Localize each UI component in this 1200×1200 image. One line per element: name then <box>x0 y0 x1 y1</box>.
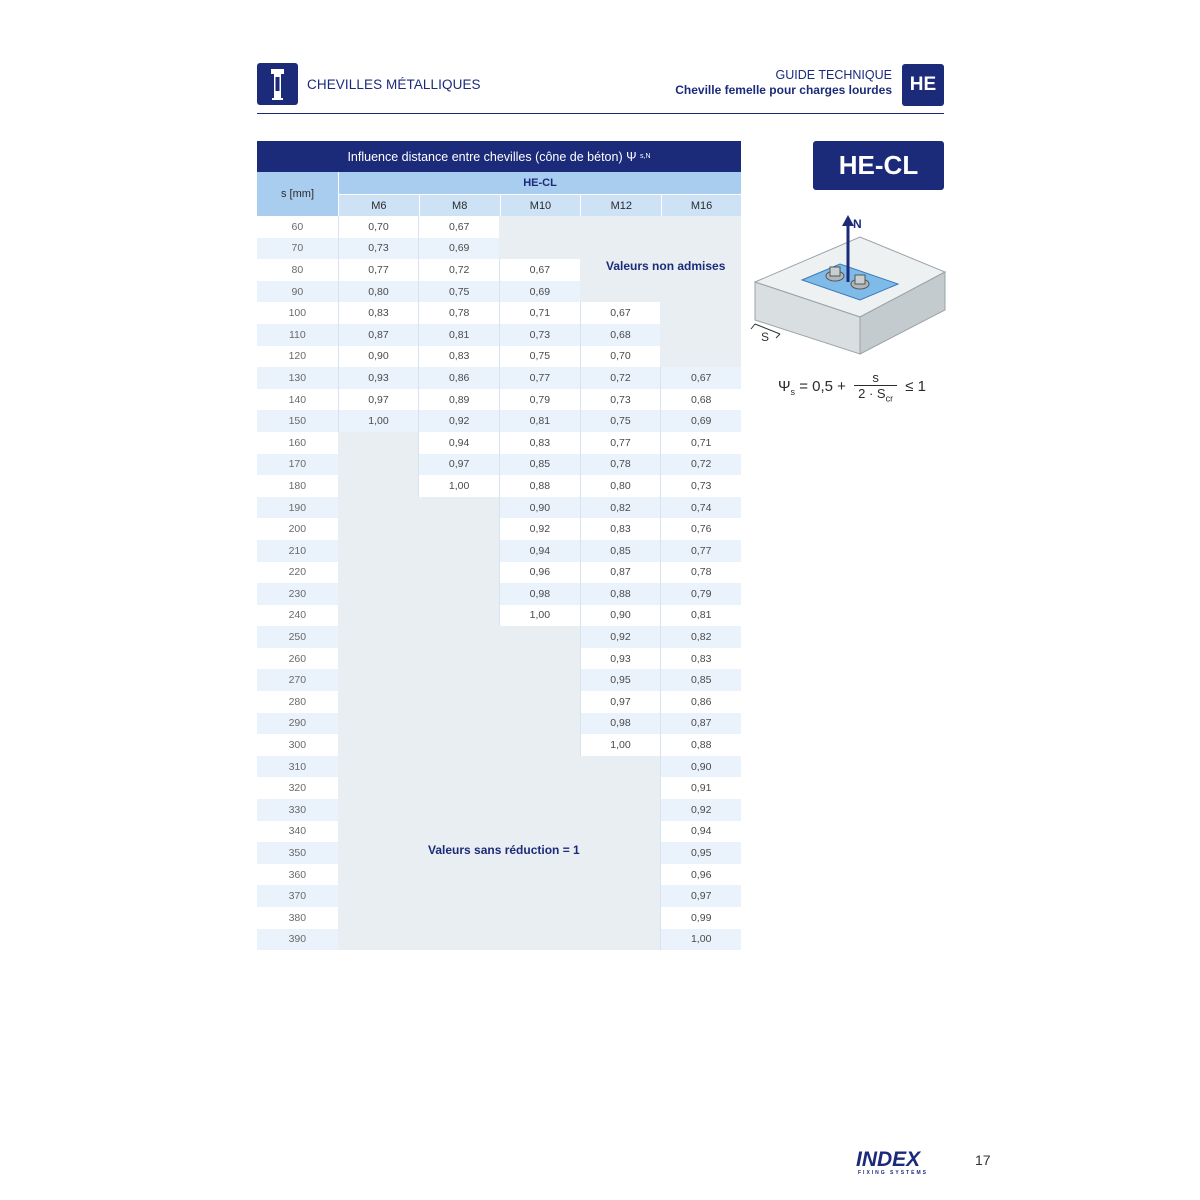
cell-m12: 0,67 <box>580 302 661 324</box>
cell-m12: 0,97 <box>580 691 661 713</box>
cell-m16: 0,69 <box>660 410 741 432</box>
cell-m10: 0,94 <box>499 540 580 562</box>
formula-denominator-subscript: cr <box>885 393 894 404</box>
cell-m12: 0,83 <box>580 518 661 540</box>
cell-m6 <box>338 454 419 476</box>
table-row <box>257 864 741 886</box>
header-divider <box>257 113 944 114</box>
cell-m12: 0,82 <box>580 497 661 519</box>
cell-m8: 0,86 <box>418 367 499 389</box>
cell-m8 <box>418 497 499 519</box>
header-titles <box>675 68 892 98</box>
cell-m10: 0,75 <box>499 346 580 368</box>
cell-s: 230 <box>257 583 338 605</box>
cell-s: 290 <box>257 713 338 735</box>
cell-m16: 0,72 <box>660 454 741 476</box>
cell-m6: 0,83 <box>338 302 419 324</box>
cell-m10 <box>499 907 580 929</box>
cell-m8 <box>418 929 499 951</box>
cell-m16: 0,71 <box>660 432 741 454</box>
cell-m16 <box>660 324 741 346</box>
cell-m6: 0,73 <box>338 238 419 260</box>
cell-m12: 0,68 <box>580 324 661 346</box>
cell-m8 <box>418 669 499 691</box>
cell-m6 <box>338 605 419 627</box>
cell-s: 310 <box>257 756 338 778</box>
formula-denominator-text: 2 · S <box>858 386 886 401</box>
cell-m10: 0,81 <box>499 410 580 432</box>
cell-s: 320 <box>257 777 338 799</box>
cell-m12 <box>580 907 661 929</box>
table-row <box>257 777 741 799</box>
column-header-m12: M12 <box>580 194 661 216</box>
table-row <box>257 518 741 540</box>
cell-m6 <box>338 432 419 454</box>
cell-m8 <box>418 583 499 605</box>
cell-m6: 0,93 <box>338 367 419 389</box>
cell-s: 370 <box>257 885 338 907</box>
cell-m10 <box>499 669 580 691</box>
cell-m16: 0,95 <box>660 842 741 864</box>
cell-m16: 0,99 <box>660 907 741 929</box>
cell-m12 <box>580 777 661 799</box>
cell-m12: 0,73 <box>580 389 661 411</box>
cell-m6 <box>338 929 419 951</box>
cell-m16 <box>660 346 741 368</box>
cell-m6 <box>338 648 419 670</box>
cell-m16: 0,97 <box>660 885 741 907</box>
cell-m16: 0,88 <box>660 734 741 756</box>
cell-m6 <box>338 885 419 907</box>
cell-m12: 0,98 <box>580 713 661 735</box>
cell-m10 <box>499 864 580 886</box>
cell-m6 <box>338 821 419 843</box>
table-row <box>257 216 741 238</box>
table-row <box>257 907 741 929</box>
table-row <box>257 929 741 951</box>
table-row <box>257 475 741 497</box>
cell-m12: 0,80 <box>580 475 661 497</box>
cell-m6: 1,00 <box>338 410 419 432</box>
table-row <box>257 281 741 303</box>
table-row <box>257 540 741 562</box>
cell-m8: 0,92 <box>418 410 499 432</box>
cell-m6 <box>338 799 419 821</box>
cell-m6 <box>338 583 419 605</box>
table-row <box>257 497 741 519</box>
formula-denominator <box>854 386 897 404</box>
index-logo <box>856 1146 946 1176</box>
cell-s: 350 <box>257 842 338 864</box>
spacing-label: S <box>761 330 770 344</box>
cell-m16: 0,85 <box>660 669 741 691</box>
guide-label: GUIDE TECHNIQUE <box>775 68 892 82</box>
cell-m12 <box>580 929 661 951</box>
size-headers <box>338 194 741 216</box>
cell-m8: 0,83 <box>418 346 499 368</box>
cell-m8 <box>418 713 499 735</box>
cell-m6: 0,90 <box>338 346 419 368</box>
cell-s: 130 <box>257 367 338 389</box>
cell-m12 <box>580 842 661 864</box>
cell-m16: 0,68 <box>660 389 741 411</box>
cell-m16: 0,78 <box>660 562 741 584</box>
cell-m10: 0,83 <box>499 432 580 454</box>
cell-m10: 0,71 <box>499 302 580 324</box>
cell-s: 280 <box>257 691 338 713</box>
table-row <box>257 648 741 670</box>
table-row <box>257 821 741 843</box>
cell-s: 390 <box>257 929 338 951</box>
cell-m10: 0,92 <box>499 518 580 540</box>
force-label: N <box>853 217 862 231</box>
cell-m12: 0,87 <box>580 562 661 584</box>
column-header-m6: M6 <box>338 194 419 216</box>
cell-m10: 1,00 <box>499 605 580 627</box>
column-header-m16: M16 <box>661 194 741 216</box>
cell-m16: 0,76 <box>660 518 741 540</box>
cell-m8: 0,89 <box>418 389 499 411</box>
cell-m10: 0,77 <box>499 367 580 389</box>
cell-m8 <box>418 691 499 713</box>
cell-m8 <box>418 518 499 540</box>
table-row <box>257 626 741 648</box>
cell-m16: 0,83 <box>660 648 741 670</box>
table-header <box>257 172 741 216</box>
cell-s: 220 <box>257 562 338 584</box>
table-row <box>257 324 741 346</box>
table-row <box>257 367 741 389</box>
cell-m12: 1,00 <box>580 734 661 756</box>
cell-m8: 0,94 <box>418 432 499 454</box>
cell-m10 <box>499 691 580 713</box>
cell-m6 <box>338 562 419 584</box>
cell-m8: 0,81 <box>418 324 499 346</box>
table-row <box>257 238 741 260</box>
cell-m6 <box>338 669 419 691</box>
table-row <box>257 454 741 476</box>
table-row <box>257 410 741 432</box>
page-number: 17 <box>975 1152 991 1168</box>
cell-s: 90 <box>257 281 338 303</box>
cell-m8 <box>418 885 499 907</box>
cell-m12 <box>580 864 661 886</box>
formula-lhs: Ψ <box>778 377 791 395</box>
anchor-spacing-diagram <box>750 212 950 367</box>
cell-m12 <box>580 799 661 821</box>
cell-m16: 0,86 <box>660 691 741 713</box>
cell-m6 <box>338 475 419 497</box>
cell-m16 <box>660 281 741 303</box>
table-row <box>257 432 741 454</box>
cell-m6 <box>338 713 419 735</box>
cell-m12: 0,88 <box>580 583 661 605</box>
cell-m10: 0,90 <box>499 497 580 519</box>
cell-m6 <box>338 864 419 886</box>
cell-m16 <box>660 216 741 238</box>
table-row <box>257 562 741 584</box>
cell-m8: 0,75 <box>418 281 499 303</box>
column-header-m10: M10 <box>500 194 581 216</box>
cell-m12 <box>580 885 661 907</box>
cell-m6 <box>338 777 419 799</box>
cell-s: 240 <box>257 605 338 627</box>
cell-s: 100 <box>257 302 338 324</box>
logo-text: INDEX <box>856 1148 921 1171</box>
cell-m8: 0,67 <box>418 216 499 238</box>
table-row <box>257 389 741 411</box>
cell-m6: 0,70 <box>338 216 419 238</box>
table-row <box>257 799 741 821</box>
cell-m16: 0,96 <box>660 864 741 886</box>
cell-m8 <box>418 540 499 562</box>
cell-s: 150 <box>257 410 338 432</box>
cell-m6: 0,97 <box>338 389 419 411</box>
cell-m16: 1,00 <box>660 929 741 951</box>
chapter-badge: HE <box>902 64 944 106</box>
cell-m10: 0,96 <box>499 562 580 584</box>
cell-m10 <box>499 929 580 951</box>
cell-m8: 0,78 <box>418 302 499 324</box>
cell-m12: 0,95 <box>580 669 661 691</box>
cell-m10: 0,85 <box>499 454 580 476</box>
spacing-influence-table <box>257 141 741 950</box>
cell-m12: 0,92 <box>580 626 661 648</box>
cell-s: 190 <box>257 497 338 519</box>
cell-m8 <box>418 864 499 886</box>
table-row <box>257 302 741 324</box>
formula-eq: = 0,5 + <box>799 377 846 395</box>
table-row <box>257 756 741 778</box>
cell-m10 <box>499 821 580 843</box>
cell-m6: 0,80 <box>338 281 419 303</box>
cell-s: 140 <box>257 389 338 411</box>
cell-m6: 0,87 <box>338 324 419 346</box>
cell-m6 <box>338 756 419 778</box>
cell-m16: 0,77 <box>660 540 741 562</box>
cell-s: 60 <box>257 216 338 238</box>
cell-m10: 0,79 <box>499 389 580 411</box>
formula-fraction <box>854 370 897 404</box>
cell-m12 <box>580 821 661 843</box>
cell-s: 70 <box>257 238 338 260</box>
cell-m6 <box>338 518 419 540</box>
cell-m12: 0,75 <box>580 410 661 432</box>
cell-s: 330 <box>257 799 338 821</box>
section-label: CHEVILLES MÉTALLIQUES <box>307 77 481 92</box>
cell-m8 <box>418 907 499 929</box>
no-reduction-label: Valeurs sans réduction = 1 <box>428 843 580 857</box>
table-row <box>257 713 741 735</box>
table-row <box>257 669 741 691</box>
cell-m10 <box>499 777 580 799</box>
logo-subtext: FIXING SYSTEMS <box>858 1170 928 1176</box>
anchor-bolt-icon <box>257 63 298 105</box>
cell-s: 210 <box>257 540 338 562</box>
cell-m8 <box>418 648 499 670</box>
product-badge: HE-CL <box>813 141 944 190</box>
cell-m12 <box>580 216 661 238</box>
table-row <box>257 583 741 605</box>
cell-m8 <box>418 756 499 778</box>
formula-lhs-subscript: s <box>790 386 796 397</box>
cell-s: 300 <box>257 734 338 756</box>
cell-m16: 0,79 <box>660 583 741 605</box>
cell-s: 110 <box>257 324 338 346</box>
cell-m16: 0,74 <box>660 497 741 519</box>
cell-m16: 0,94 <box>660 821 741 843</box>
cell-s: 170 <box>257 454 338 476</box>
cell-m10: 0,88 <box>499 475 580 497</box>
cell-m16: 0,92 <box>660 799 741 821</box>
column-header-s: s [mm] <box>257 172 338 216</box>
cell-m12: 0,93 <box>580 648 661 670</box>
cell-m12 <box>580 281 661 303</box>
cell-m16: 0,81 <box>660 605 741 627</box>
column-group-header: HE-CL <box>338 172 741 194</box>
table-title-text: Influence distance entre chevilles (cône de béton) Ψ <box>347 149 637 164</box>
cell-m10 <box>499 885 580 907</box>
cell-m12: 0,77 <box>580 432 661 454</box>
cell-m12: 0,85 <box>580 540 661 562</box>
cell-m8: 0,72 <box>418 259 499 281</box>
cell-m10 <box>499 216 580 238</box>
cell-m10 <box>499 648 580 670</box>
cell-s: 160 <box>257 432 338 454</box>
cell-s: 80 <box>257 259 338 281</box>
cell-m12 <box>580 756 661 778</box>
table-title-subscript: s,N <box>640 153 651 160</box>
formula-rhs: ≤ 1 <box>905 377 926 395</box>
spacing-formula <box>778 370 926 404</box>
cell-m8: 0,69 <box>418 238 499 260</box>
cell-s: 380 <box>257 907 338 929</box>
table-row <box>257 885 741 907</box>
cell-m8: 1,00 <box>418 475 499 497</box>
cell-s: 200 <box>257 518 338 540</box>
cell-m8 <box>418 799 499 821</box>
cell-m8 <box>418 626 499 648</box>
cell-s: 270 <box>257 669 338 691</box>
cell-s: 120 <box>257 346 338 368</box>
table-row <box>257 346 741 368</box>
table-row <box>257 605 741 627</box>
cell-m10 <box>499 734 580 756</box>
cell-m6 <box>338 540 419 562</box>
formula-numerator: s <box>854 370 897 386</box>
cell-m16: 0,67 <box>660 367 741 389</box>
cell-m6 <box>338 842 419 864</box>
cell-m6 <box>338 497 419 519</box>
cell-m6 <box>338 734 419 756</box>
not-allowed-label: Valeurs non admises <box>606 259 726 273</box>
cell-m10: 0,98 <box>499 583 580 605</box>
cell-m6 <box>338 907 419 929</box>
cell-m8: 0,97 <box>418 454 499 476</box>
cell-s: 260 <box>257 648 338 670</box>
cell-m8 <box>418 821 499 843</box>
cell-m10: 0,69 <box>499 281 580 303</box>
cell-m16: 0,87 <box>660 713 741 735</box>
cell-m6 <box>338 691 419 713</box>
cell-s: 360 <box>257 864 338 886</box>
cell-m10 <box>499 238 580 260</box>
cell-m8 <box>418 777 499 799</box>
table-title <box>257 141 741 172</box>
cell-m12: 0,72 <box>580 367 661 389</box>
cell-m16: 0,73 <box>660 475 741 497</box>
cell-m10 <box>499 626 580 648</box>
cell-m16: 0,91 <box>660 777 741 799</box>
guide-subtitle: Cheville femelle pour charges lourdes <box>675 83 892 97</box>
table-row <box>257 691 741 713</box>
cell-m6: 0,77 <box>338 259 419 281</box>
cell-s: 180 <box>257 475 338 497</box>
cell-m6 <box>338 626 419 648</box>
table-row <box>257 734 741 756</box>
cell-m16 <box>660 302 741 324</box>
cell-m16: 0,90 <box>660 756 741 778</box>
cell-m12: 0,78 <box>580 454 661 476</box>
cell-m16 <box>660 238 741 260</box>
cell-m12: 0,90 <box>580 605 661 627</box>
cell-m16: 0,82 <box>660 626 741 648</box>
cell-m10 <box>499 713 580 735</box>
column-header-m8: M8 <box>419 194 500 216</box>
cell-s: 340 <box>257 821 338 843</box>
cell-m10 <box>499 756 580 778</box>
cell-m8 <box>418 605 499 627</box>
cell-m8 <box>418 562 499 584</box>
cell-m10: 0,73 <box>499 324 580 346</box>
cell-m8 <box>418 734 499 756</box>
cell-m10 <box>499 799 580 821</box>
cell-m12: 0,70 <box>580 346 661 368</box>
cell-s: 250 <box>257 626 338 648</box>
table-body <box>257 216 741 950</box>
cell-m10: 0,67 <box>499 259 580 281</box>
cell-m12 <box>580 238 661 260</box>
